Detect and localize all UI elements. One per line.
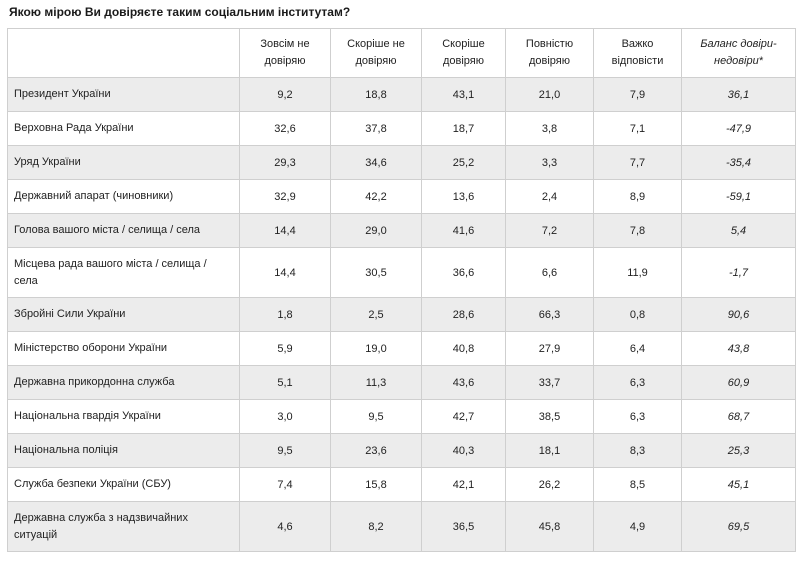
not-trust-at-all-value: 5,9 <box>240 332 331 366</box>
rather-not-trust-value: 34,6 <box>331 146 422 180</box>
hard-to-answer-value: 8,5 <box>594 468 682 502</box>
header-not-trust-at-all: Зовсім не довіряю <box>240 29 331 78</box>
not-trust-at-all-value: 14,4 <box>240 214 331 248</box>
rather-not-trust-value: 2,5 <box>331 298 422 332</box>
fully-trust-value: 7,2 <box>506 214 594 248</box>
rather-not-trust-value: 29,0 <box>331 214 422 248</box>
fully-trust-value: 38,5 <box>506 400 594 434</box>
table-title: Якою мірою Ви довіряєте таким соціальним інститутам? <box>9 5 351 19</box>
table-row <box>8 112 796 146</box>
institution-name: Державна прикордонна служба <box>8 366 240 400</box>
table-row <box>8 214 796 248</box>
rather-trust-value: 18,7 <box>422 112 506 146</box>
institution-name: Голова вашого міста / селища / села <box>8 214 240 248</box>
hard-to-answer-value: 4,9 <box>594 502 682 552</box>
not-trust-at-all-value: 1,8 <box>240 298 331 332</box>
table-row <box>8 434 796 468</box>
rather-not-trust-value: 30,5 <box>331 248 422 298</box>
not-trust-at-all-value: 5,1 <box>240 366 331 400</box>
header-row <box>8 29 796 78</box>
fully-trust-value: 2,4 <box>506 180 594 214</box>
institution-name: Національна гвардія України <box>8 400 240 434</box>
not-trust-at-all-value: 9,5 <box>240 434 331 468</box>
fully-trust-value: 3,8 <box>506 112 594 146</box>
table-row <box>8 298 796 332</box>
institution-name: Національна поліція <box>8 434 240 468</box>
institution-name: Верховна Рада України <box>8 112 240 146</box>
header-fully-trust: Повністю довіряю <box>506 29 594 78</box>
trust-balance-value: 60,9 <box>682 366 796 400</box>
rather-trust-value: 43,6 <box>422 366 506 400</box>
table-row <box>8 146 796 180</box>
rather-trust-value: 28,6 <box>422 298 506 332</box>
fully-trust-value: 45,8 <box>506 502 594 552</box>
not-trust-at-all-value: 4,6 <box>240 502 331 552</box>
rather-not-trust-value: 8,2 <box>331 502 422 552</box>
not-trust-at-all-value: 14,4 <box>240 248 331 298</box>
hard-to-answer-value: 8,3 <box>594 434 682 468</box>
fully-trust-value: 18,1 <box>506 434 594 468</box>
hard-to-answer-value: 6,4 <box>594 332 682 366</box>
trust-balance-value: -1,7 <box>682 248 796 298</box>
header-rather-not-trust: Скоріше не довіряю <box>331 29 422 78</box>
institution-name: Державна служба з надзвичайних ситуацій <box>8 502 240 552</box>
trust-table <box>7 28 796 552</box>
fully-trust-value: 27,9 <box>506 332 594 366</box>
hard-to-answer-value: 7,1 <box>594 112 682 146</box>
trust-balance-value: 45,1 <box>682 468 796 502</box>
rather-trust-value: 40,3 <box>422 434 506 468</box>
fully-trust-value: 66,3 <box>506 298 594 332</box>
rather-trust-value: 36,5 <box>422 502 506 552</box>
hard-to-answer-value: 8,9 <box>594 180 682 214</box>
table-row <box>8 180 796 214</box>
not-trust-at-all-value: 32,9 <box>240 180 331 214</box>
trust-balance-value: -59,1 <box>682 180 796 214</box>
header-institution <box>8 29 240 78</box>
hard-to-answer-value: 7,9 <box>594 78 682 112</box>
rather-trust-value: 13,6 <box>422 180 506 214</box>
table-row <box>8 400 796 434</box>
rather-not-trust-value: 37,8 <box>331 112 422 146</box>
header-trust-balance: Баланс довіри-недовіри* <box>682 29 796 78</box>
fully-trust-value: 3,3 <box>506 146 594 180</box>
hard-to-answer-value: 11,9 <box>594 248 682 298</box>
trust-balance-value: 43,8 <box>682 332 796 366</box>
table-row <box>8 366 796 400</box>
table-row <box>8 468 796 502</box>
trust-balance-value: 36,1 <box>682 78 796 112</box>
not-trust-at-all-value: 9,2 <box>240 78 331 112</box>
institution-name: Збройні Сили України <box>8 298 240 332</box>
hard-to-answer-value: 6,3 <box>594 366 682 400</box>
rather-not-trust-value: 11,3 <box>331 366 422 400</box>
rather-trust-value: 42,1 <box>422 468 506 502</box>
rather-trust-value: 43,1 <box>422 78 506 112</box>
table-row <box>8 502 796 552</box>
rather-not-trust-value: 19,0 <box>331 332 422 366</box>
rather-trust-value: 25,2 <box>422 146 506 180</box>
not-trust-at-all-value: 32,6 <box>240 112 331 146</box>
hard-to-answer-value: 7,7 <box>594 146 682 180</box>
fully-trust-value: 26,2 <box>506 468 594 502</box>
rather-not-trust-value: 42,2 <box>331 180 422 214</box>
fully-trust-value: 21,0 <box>506 78 594 112</box>
rather-trust-value: 41,6 <box>422 214 506 248</box>
institution-name: Президент України <box>8 78 240 112</box>
not-trust-at-all-value: 3,0 <box>240 400 331 434</box>
header-hard-to-answer: Важко відповісти <box>594 29 682 78</box>
rather-trust-value: 42,7 <box>422 400 506 434</box>
table-row <box>8 248 796 298</box>
table-row <box>8 332 796 366</box>
trust-balance-value: 25,3 <box>682 434 796 468</box>
hard-to-answer-value: 7,8 <box>594 214 682 248</box>
institution-name: Міністерство оборони України <box>8 332 240 366</box>
institution-name: Служба безпеки України (СБУ) <box>8 468 240 502</box>
hard-to-answer-value: 0,8 <box>594 298 682 332</box>
institution-name: Місцева рада вашого міста / селища / села <box>8 248 240 298</box>
rather-not-trust-value: 15,8 <box>331 468 422 502</box>
fully-trust-value: 33,7 <box>506 366 594 400</box>
not-trust-at-all-value: 29,3 <box>240 146 331 180</box>
trust-balance-value: 90,6 <box>682 298 796 332</box>
rather-not-trust-value: 18,8 <box>331 78 422 112</box>
trust-balance-value: 68,7 <box>682 400 796 434</box>
rather-trust-value: 36,6 <box>422 248 506 298</box>
rather-trust-value: 40,8 <box>422 332 506 366</box>
rather-not-trust-value: 9,5 <box>331 400 422 434</box>
table-row <box>8 78 796 112</box>
trust-balance-value: 5,4 <box>682 214 796 248</box>
not-trust-at-all-value: 7,4 <box>240 468 331 502</box>
institution-name: Державний апарат (чиновники) <box>8 180 240 214</box>
header-rather-trust: Скоріше довіряю <box>422 29 506 78</box>
hard-to-answer-value: 6,3 <box>594 400 682 434</box>
trust-balance-value: -35,4 <box>682 146 796 180</box>
rather-not-trust-value: 23,6 <box>331 434 422 468</box>
trust-balance-value: -47,9 <box>682 112 796 146</box>
trust-balance-value: 69,5 <box>682 502 796 552</box>
fully-trust-value: 6,6 <box>506 248 594 298</box>
institution-name: Уряд України <box>8 146 240 180</box>
